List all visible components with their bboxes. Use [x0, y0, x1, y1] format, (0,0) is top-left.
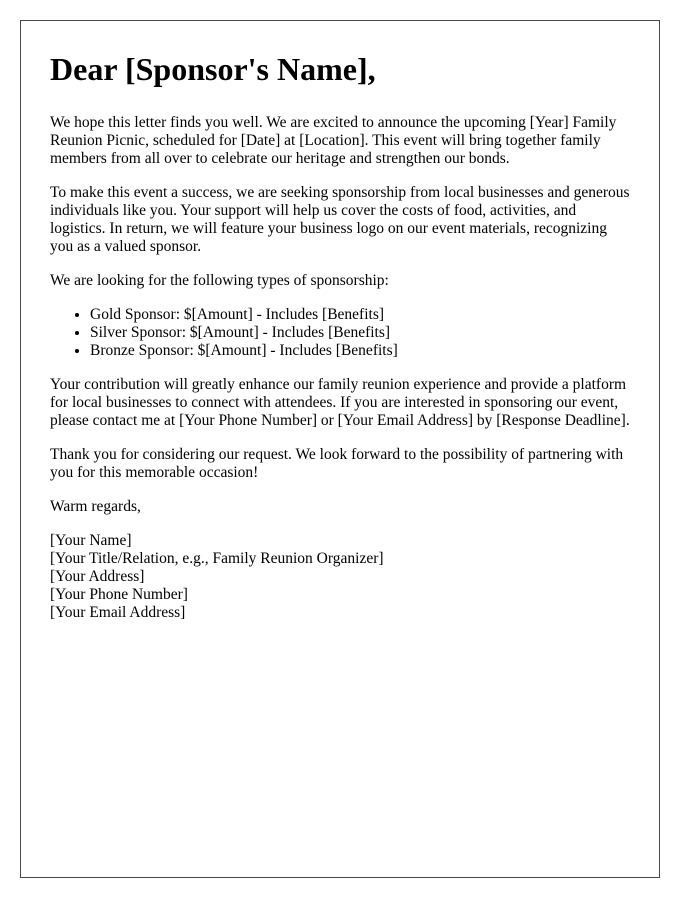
signature-phone: [Your Phone Number] — [50, 586, 188, 603]
signature-email: [Your Email Address] — [50, 604, 186, 621]
closing: Warm regards, — [50, 498, 141, 515]
sponsorship-list — [50, 306, 630, 360]
intro-paragraph: We hope this letter finds you well. We are excited to announce the upcoming [Year] Family Reunion Picnic, scheduled for [Date] at [Location]. This event will bring together family members from all over to celebrate our heritage and strengthen our bonds. — [50, 114, 617, 167]
contribution-paragraph: Your contribution will greatly enhance our family reunion experience and provide a platform for local businesses to connect with attendees. If you are interested in sponsoring our event, please contact me at [Your Phone Number] or [Your Email Address] by [Response Deadline]. — [50, 376, 630, 429]
sponsorship-request-paragraph: To make this event a success, we are seeking sponsorship from local businesses and generous individuals like you. Your support will help us cover the costs of food, activities, and logistics. In return, we will feature your business logo on our event materials, recognizing you as a valued sponsor. — [50, 184, 630, 255]
signature-address: [Your Address] — [50, 568, 145, 585]
sponsorship-level-bronze: • Bronze Sponsor: $[Amount] - Includes [Benefits] — [90, 342, 630, 360]
thank-you-paragraph: Thank you for considering our request. We look forward to the possibility of partnering with you for this memorable occasion! — [50, 446, 624, 481]
sponsorship-level-silver: • Silver Sponsor: $[Amount] - Includes [Benefits] — [90, 324, 630, 342]
salutation: Dear [Sponsor's Name], — [50, 51, 376, 87]
signature-block — [50, 532, 630, 622]
signature-title: [Your Title/Relation, e.g., Family Reunion Organizer] — [50, 550, 384, 567]
letter-page — [20, 20, 660, 878]
sponsorship-types-intro: We are looking for the following types of sponsorship: — [50, 272, 389, 289]
sponsorship-level-gold: • Gold Sponsor: $[Amount] - Includes [Benefits] — [90, 306, 630, 324]
signature-name: [Your Name] — [50, 532, 132, 549]
